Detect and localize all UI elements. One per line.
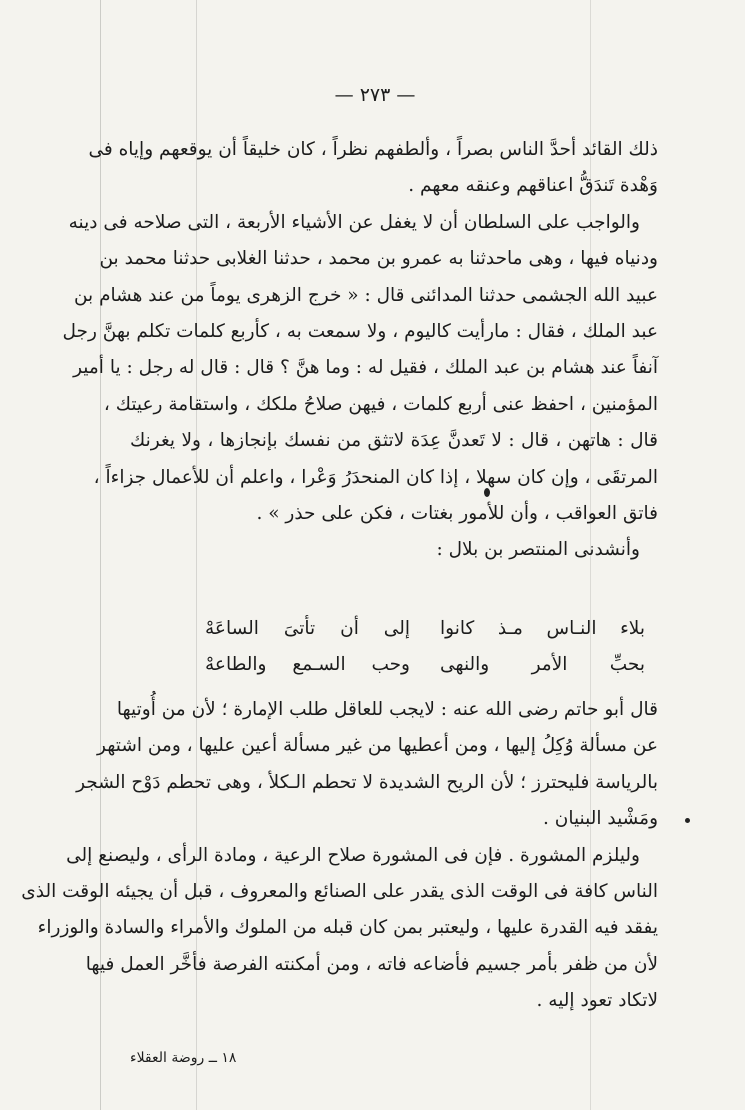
verse-hemistich-left: وحب السـمع والطاعهْ: [205, 654, 410, 675]
text-line: عبيد الله الجشمى حدثنا المدائنى قال : « خرج الزهرى يوماً من عند هشام بن: [73, 284, 658, 306]
text-line: ودنياه فيها ، وهى ماحدثنا به عمرو بن محمد ، حدثنا الغلابى حدثنا محمد بن: [99, 248, 658, 270]
ink-blot: [484, 488, 490, 497]
text-line: المؤمنين ، احفظ عنى أربع كلمات ، فيهن صلاحُ ملكك ، واستقامة رعيتك ،: [103, 393, 658, 415]
ink-blot: [685, 818, 690, 823]
text-line: عبد الملك ، فقال : مارأيت كاليوم ، ولا سمعت به ، كأربع كلمات تكلم بهنَّ رجل: [62, 320, 658, 342]
poem-verse: [205, 654, 645, 690]
lower-text-block: [21, 692, 658, 1020]
text-line: قال أبو حاتم رضى الله عنه : لايجب للعاقل طلب الإمارة ؛ لأن من أُوتيها: [116, 699, 658, 720]
text-line: لأن من ظفر بأمر جسيم فأضاعه فاته ، ومن أمكنته الفرصة فأخَّر العمل فيها: [85, 953, 658, 975]
main-text-block: [62, 132, 658, 569]
text-line: ذلك القائد أحدَّ الناس بصراً ، وألطفهم نظراً ، كان خليقاً أن يوقعهم وإياه فى: [88, 139, 658, 160]
text-line: بالرياسة فليحترز ؛ لأن الريح الشديدة لا تحطم الـكلأ ، وهى تحطم دَوْح الشجر: [76, 771, 658, 793]
text-line: لاتكاد تعود إليه .: [536, 990, 658, 1012]
footer-signature: ١٨ ــ روضة العقلاء: [130, 1050, 237, 1066]
text-line: قال : هاتهن ، قال : لا تَعدنَّ عِدَة لاتثق من نفسك بإنجازها ، ولا يغرنك: [130, 430, 658, 452]
verse-hemistich-right: بلاء النـاس مـذ كانوا: [440, 618, 645, 639]
text-line: يفقد فيه القدرة عليها ، وليعتبر بمن كان قبله من الملوك والأمراء والسادة والوزراء: [37, 917, 658, 939]
text-line: وَهْدة تَندَقُّ اعناقهم وعنقه معهم .: [408, 175, 658, 197]
text-line: الناس كافة فى الوقت الذى يقدر على الصنائع والمعروف ، قبل أن يجيئه الوقت الذى: [21, 880, 658, 902]
text-line: وليلزم المشورة . فإن فى المشورة صلاح الرعية ، ومادة الرأى ، وليصنع إلى: [66, 844, 640, 866]
text-line: المرتقَى ، وإن كان سهلا ، إذا كان المنحدَرُ وَعْرا ، واعلم أن للأعمال جزاءاً ،: [93, 466, 658, 488]
poem-verse: [205, 618, 645, 654]
text-line: آنفاً عند هشام بن عبد الملك ، فقيل له : وما هنَّ ؟ قال : قال له رجل : يا أمير: [73, 357, 658, 379]
verse-hemistich-right: بحبِّ الأمر والنهى: [440, 654, 645, 675]
text-line: فاتق العواقب ، وأن للأمور بغتات ، فكن على حذر » .: [256, 502, 658, 524]
page-number: — ٢٧٣ —: [334, 84, 416, 106]
poem-intro: وأنشدنى المنتصر بن بلال :: [436, 539, 640, 561]
text-line: والواجب على السلطان أن لا يغفل عن الأشياء الأربعة ، التى صلاحه فى دينه: [68, 211, 640, 233]
verse-hemistich-left: إلى أن تأتىَ الساعَهْ: [205, 618, 410, 639]
text-line: عن مسألة وُكِلُ إليها ، ومن أعطيها من غير مسألة أعين عليها ، ومن اشتهر: [97, 735, 658, 757]
text-line: ومَشْيد البنيان .: [542, 808, 658, 830]
